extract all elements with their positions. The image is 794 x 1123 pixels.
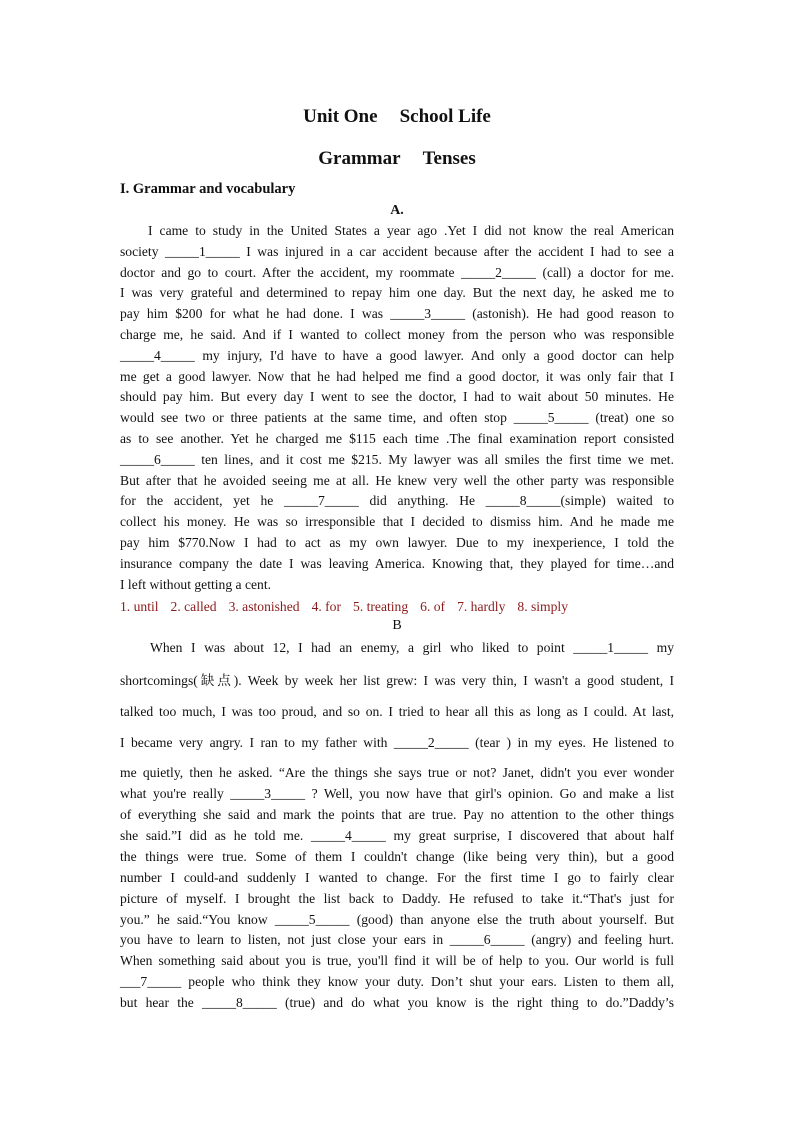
passage-line: but hear the _____8_____ (true) and do what you know is the right thing to do.”Daddy’s — [120, 995, 674, 1010]
passage-line: for the accident, yet he _____7_____ did anything. He _____8_____(simple) waited to — [120, 493, 674, 509]
passage-line: ___7_____ people who think they know your duty. Don’t shut your ears. Listen to them all, — [120, 974, 674, 989]
title-topic: School Life — [399, 106, 491, 127]
answer-item: 1. until — [120, 599, 159, 614]
answer-item: 5. treating — [353, 599, 409, 614]
section-heading: I. Grammar and vocabulary — [120, 181, 296, 197]
passage-line: _____6_____ ten lines, and it cost me $215. My lawyer was all smiles the first time we met. — [120, 451, 674, 467]
passage-line: insurance company the date I was leaving America. Knowing that, they played for time…and — [120, 555, 674, 571]
passage-line: as to see another. Yet he charged me $115 each time .The final examination report consisted — [120, 431, 674, 446]
passage-line: you.” he said.“You know _____5_____ (good) than anyone else the truth about yourself. But — [120, 912, 674, 927]
part-a-answers — [120, 597, 680, 617]
page-subtitle — [0, 148, 794, 170]
title-unit: Unit One — [303, 106, 378, 127]
passage-line: I became very angry. I ran to my father with _____2_____ (tear ) in my eyes. He listened to — [120, 735, 674, 750]
passage-line: me get a good lawyer. Now that he had helped me find a good doctor, it was only fair that I — [120, 368, 674, 384]
passage-line: pay him $200 for what he had done. I was _____3_____ (astonish). He had good reason to — [120, 306, 674, 322]
passage-line: I was very grateful and determined to repay him one day. But the next day, he asked me to — [120, 285, 674, 301]
passage-line: I came to study in the United States a year ago .Yet I did not know the real American — [148, 223, 674, 238]
passage-line: society _____1_____ I was injured in a car accident because after the accident I had to see a — [120, 243, 674, 259]
part-a-label: A. — [390, 203, 404, 218]
passage-line: When I was about 12, I had an enemy, a girl who liked to point _____1_____ my — [150, 640, 674, 655]
passage-line: _____4_____ my injury, I'd have to have a good lawyer. And only a good doctor can help — [120, 347, 674, 363]
answer-item: 4. for — [311, 599, 342, 614]
answer-item: 6. of — [420, 599, 446, 614]
part-b-label: B — [392, 618, 402, 633]
passage-line: talked too much, I was too proud, and so on. I tried to hear all this as long as I could. At last, — [120, 704, 674, 719]
passage-line: would see two or three patients at the same time, and often stop _____5_____ (treat) one so — [120, 410, 674, 426]
subtitle-tenses: Tenses — [422, 148, 476, 169]
passage-line: collect his money. He was so irresponsible that I decided to dismiss him. And he made me — [120, 514, 674, 530]
passage-line: When something said about you is true, you'll find it will be of help to you. Our world is full — [120, 953, 674, 968]
passage-line: she said.”I did as he told me. _____4_____ my great surprise, I discovered that about half — [120, 828, 674, 843]
passage-line: I left without getting a cent. — [120, 576, 271, 592]
passage-line: me quietly, then he asked. “Are the things she says true or not? Janet, didn't you ever wonder — [120, 765, 674, 780]
page-title — [0, 106, 794, 128]
passage-line: doctor and go to court. After the accident, my roommate _____2_____ (call) a doctor for me. — [120, 264, 674, 280]
passage-line: But after that he avoided seeing me at all. He knew very well the other party was responsible — [120, 472, 674, 488]
answer-item: 3. astonished — [228, 599, 300, 614]
passage-line: pay him $770.Now I had to act as my own lawyer. Due to my inexperience, I told the — [120, 535, 674, 550]
passage-line: the things were true. Some of them I couldn't change (like being very thin), but a good — [120, 849, 674, 864]
passage-line: what you're really _____3_____ ? Well, you now have that girl's opinion. Go and make a list — [120, 786, 674, 801]
passage-line: charge me, he said. And if I wanted to collect money from the person who was responsible — [120, 327, 674, 342]
passage-line: should pay him. But every day I went to see the doctor, I had to wait about 50 minutes. He — [120, 389, 674, 405]
passage-line: you have to learn to listen, not just close your ears in _____6_____ (angry) and feeling hurt. — [120, 932, 674, 947]
answer-item: 2. called — [170, 599, 217, 614]
subtitle-grammar: Grammar — [318, 148, 401, 169]
answer-item: 8. simply — [517, 599, 568, 614]
passage-line: of everything she said and mark the points that are true. Pay no attention to the other things — [120, 807, 674, 822]
passage-line: number I could-and suddenly I wanted to change. For the first time I go to fairly clear — [120, 870, 674, 885]
passage-line: picture of myself. I brought the list back to Daddy. He refused to take it.“That's just for — [120, 891, 674, 906]
answer-item: 7. hardly — [457, 599, 506, 614]
passage-line: shortcomings(缺点). Week by week her list grew: I was very thin, I wasn't a good student, I — [120, 673, 674, 688]
